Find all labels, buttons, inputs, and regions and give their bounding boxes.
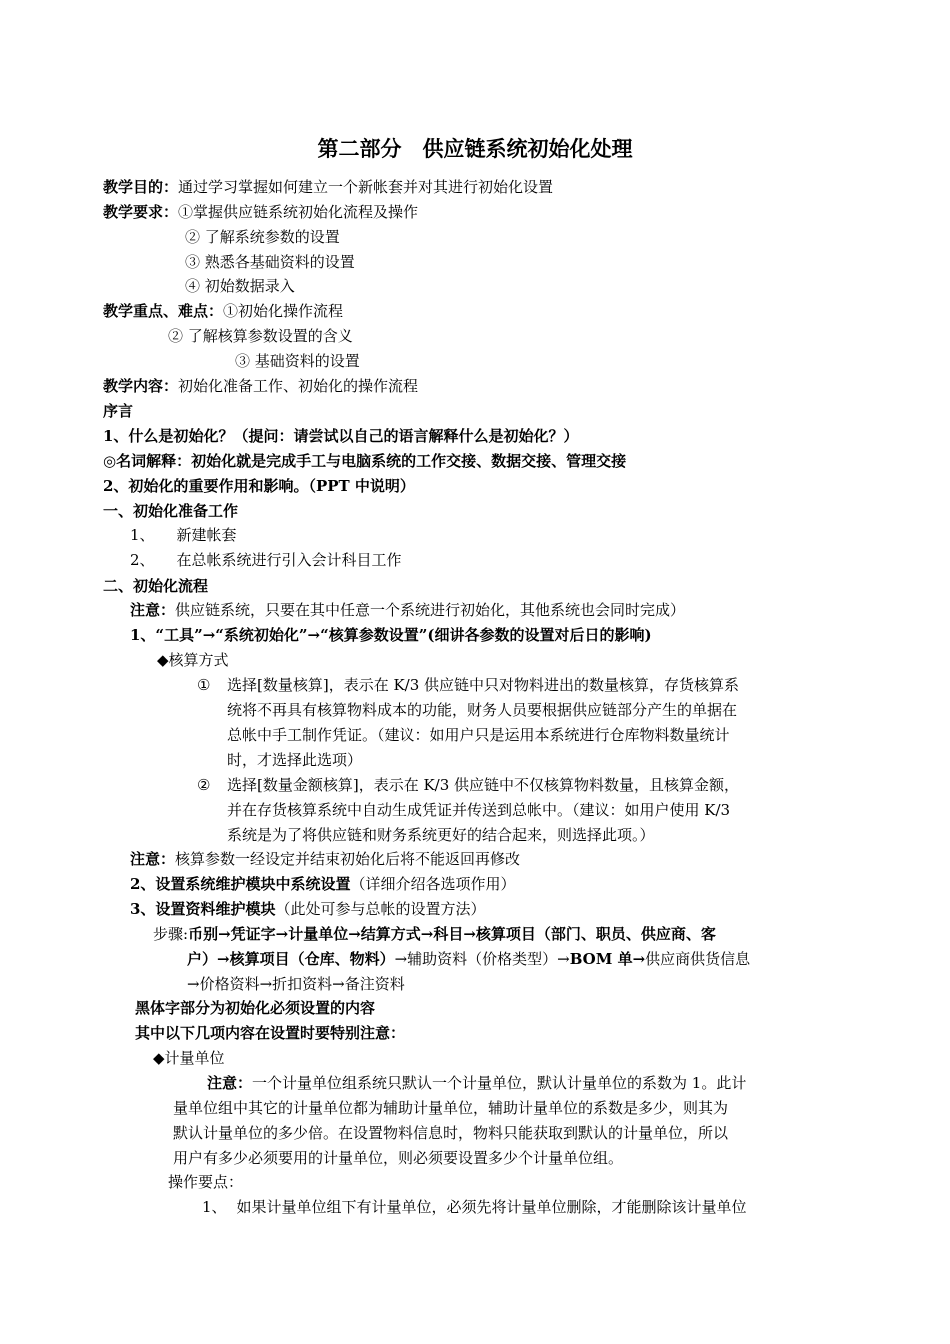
note-text: 核算参数一经设定并结束初始化后将不能返回再修改 [175, 850, 521, 868]
note-label: 注意： [207, 1074, 253, 1092]
op-points-heading: 操作要点： [168, 1173, 244, 1191]
option-2-line: 选择[数量金额核算]，表示在 K/3 供应链中不仅核算物料数量，且核算金额， [227, 776, 740, 794]
key-points-line [103, 301, 343, 321]
step-3 [130, 899, 485, 919]
content-label: 教学内容： [103, 377, 179, 395]
note-label: 注意： [130, 850, 176, 868]
steps-text: BOM 单→ [569, 950, 646, 968]
accounting-mode-heading: ◆核算方式 [157, 651, 229, 669]
option-2-line: 系统是为了将供应链和财务系统更好的结合起来，则选择此项。） [227, 826, 655, 844]
list-item [130, 525, 237, 545]
step-2-title: 2、设置系统维护模块中系统设置 [130, 875, 351, 893]
question-1: 1、什么是初始化？（提问：请尝试以自己的语言解释什么是初始化？） [103, 427, 579, 445]
objective-line [103, 177, 553, 197]
glossary-line: ◎名词解释：初始化就是完成手工与电脑系统的工作交接、数据交接、管理交接 [103, 452, 627, 470]
section-1-heading: 一、初始化准备工作 [103, 502, 239, 520]
option-1-line: 选择[数量核算]，表示在 K/3 供应链中只对物料进出的数量核算，存货核算系 [227, 676, 740, 694]
steps-sequence [187, 949, 750, 969]
key-points-label: 教学重点、难点： [103, 302, 224, 320]
list-item-text: 新建帐套 [176, 526, 237, 544]
unit-note-line: 用户有多少必须要用的计量单位，则必须要设置多少个计量单位组。 [173, 1149, 624, 1167]
option-2-line: 并在存货核算系统中自动生成凭证并传送到总帐中。（建议：如用户使用 K/3 [227, 801, 731, 819]
list-item-number: 1、 [202, 1198, 227, 1216]
steps-sequence [153, 924, 716, 944]
step-3-title: 3、设置资料维护模块 [130, 900, 276, 918]
requirement-item: ③ 熟悉各基础资料的设置 [185, 253, 355, 271]
requirement-item: ④ 初始数据录入 [185, 277, 295, 295]
section-2-heading: 二、初始化流程 [103, 577, 209, 595]
preface-heading: 序言 [103, 402, 134, 420]
requirements-label: 教学要求： [103, 203, 179, 221]
unit-note-line [207, 1073, 746, 1093]
key-point-item: ①初始化操作流程 [223, 302, 344, 320]
list-item [130, 550, 402, 570]
steps-prefix: 步骤: [153, 925, 189, 943]
option-2-number: ② [197, 776, 211, 794]
requirements-line [103, 202, 418, 222]
unit-note-line: 量单位组中其它的计量单位都为辅助计量单位，辅助计量单位的系数是多少，则其为 [173, 1099, 729, 1117]
bold-note: 黑体字部分为初始化必须设置的内容 [135, 999, 376, 1017]
option-1-line: 总帐中手工制作凭证。（建议：如用户只是运用本系统进行仓库物料数量统计 [227, 726, 730, 744]
option-1-line: 统将不再具有核算物料成本的功能，财务人员要根据供应链部分产生的单据在 [227, 701, 738, 719]
requirement-item: ①掌握供应链系统初始化流程及操作 [178, 203, 419, 221]
page-title: 第二部分 供应链系统初始化处理 [317, 136, 633, 161]
list-item-number: 1、 [130, 526, 155, 544]
note-text: 供应链系统，只要在其中任意一个系统进行初始化，其他系统也会同时完成） [175, 601, 686, 619]
steps-text: 供应商供货信息 [645, 950, 751, 968]
list-item-text: 如果计量单位组下有计量单位，必须先将计量单位删除，才能删除该计量单位 [236, 1198, 747, 1216]
option-1-number: ① [197, 676, 211, 694]
requirement-item: ② 了解系统参数的设置 [185, 228, 340, 246]
objective-label: 教学目的： [103, 178, 179, 196]
content-text: 初始化准备工作、初始化的操作流程 [178, 377, 419, 395]
unit-note-text: 一个计量单位组系统只默认一个计量单位，默认计量单位的系数为 1。此计 [252, 1074, 747, 1092]
unit-note-line: 默认计量单位的多少倍。在设置物料信息时，物料只能获取到默认的计量单位，所以 [173, 1124, 729, 1142]
unit-heading: ◆计量单位 [153, 1049, 225, 1067]
steps-sequence: →价格资料→折扣资料→备注资料 [187, 975, 405, 993]
steps-text: 币别→凭证字→计量单位→结算方式→科目→核算项目（部门、职员、供应商、客 [188, 925, 716, 943]
step-1: 1、“工具”→“系统初始化”→“核算参数设置”(细讲各参数的设置对后日的影响) [130, 626, 652, 644]
option-1-line: 时，才选择此选项） [227, 751, 363, 769]
step-2-detail: （详细介绍各选项作用） [350, 875, 516, 893]
content-line [103, 376, 418, 396]
note-line [130, 849, 520, 869]
objective-text: 通过学习掌握如何建立一个新帐套并对其进行初始化设置 [178, 178, 554, 196]
note-line [130, 600, 685, 620]
bold-note: 其中以下几项内容在设置时要特别注意： [135, 1024, 406, 1042]
list-item-number: 2、 [130, 551, 155, 569]
step-3-detail: （此处可参与总帐的设置方法） [275, 900, 486, 918]
note-label: 注意： [130, 601, 176, 619]
steps-text: 户）→核算项目（仓库、物料） [187, 950, 395, 968]
step-2 [130, 874, 515, 894]
key-point-item: ③ 基础资料的设置 [235, 352, 360, 370]
key-point-item: ② 了解核算参数设置的含义 [168, 327, 353, 345]
steps-text: →辅助资料（价格类型）→ [394, 950, 570, 968]
op-point-item [202, 1197, 747, 1217]
question-2: 2、初始化的重要作用和影响。（PPT 中说明） [103, 477, 415, 495]
list-item-text: 在总帐系统进行引入会计科目工作 [176, 551, 402, 569]
